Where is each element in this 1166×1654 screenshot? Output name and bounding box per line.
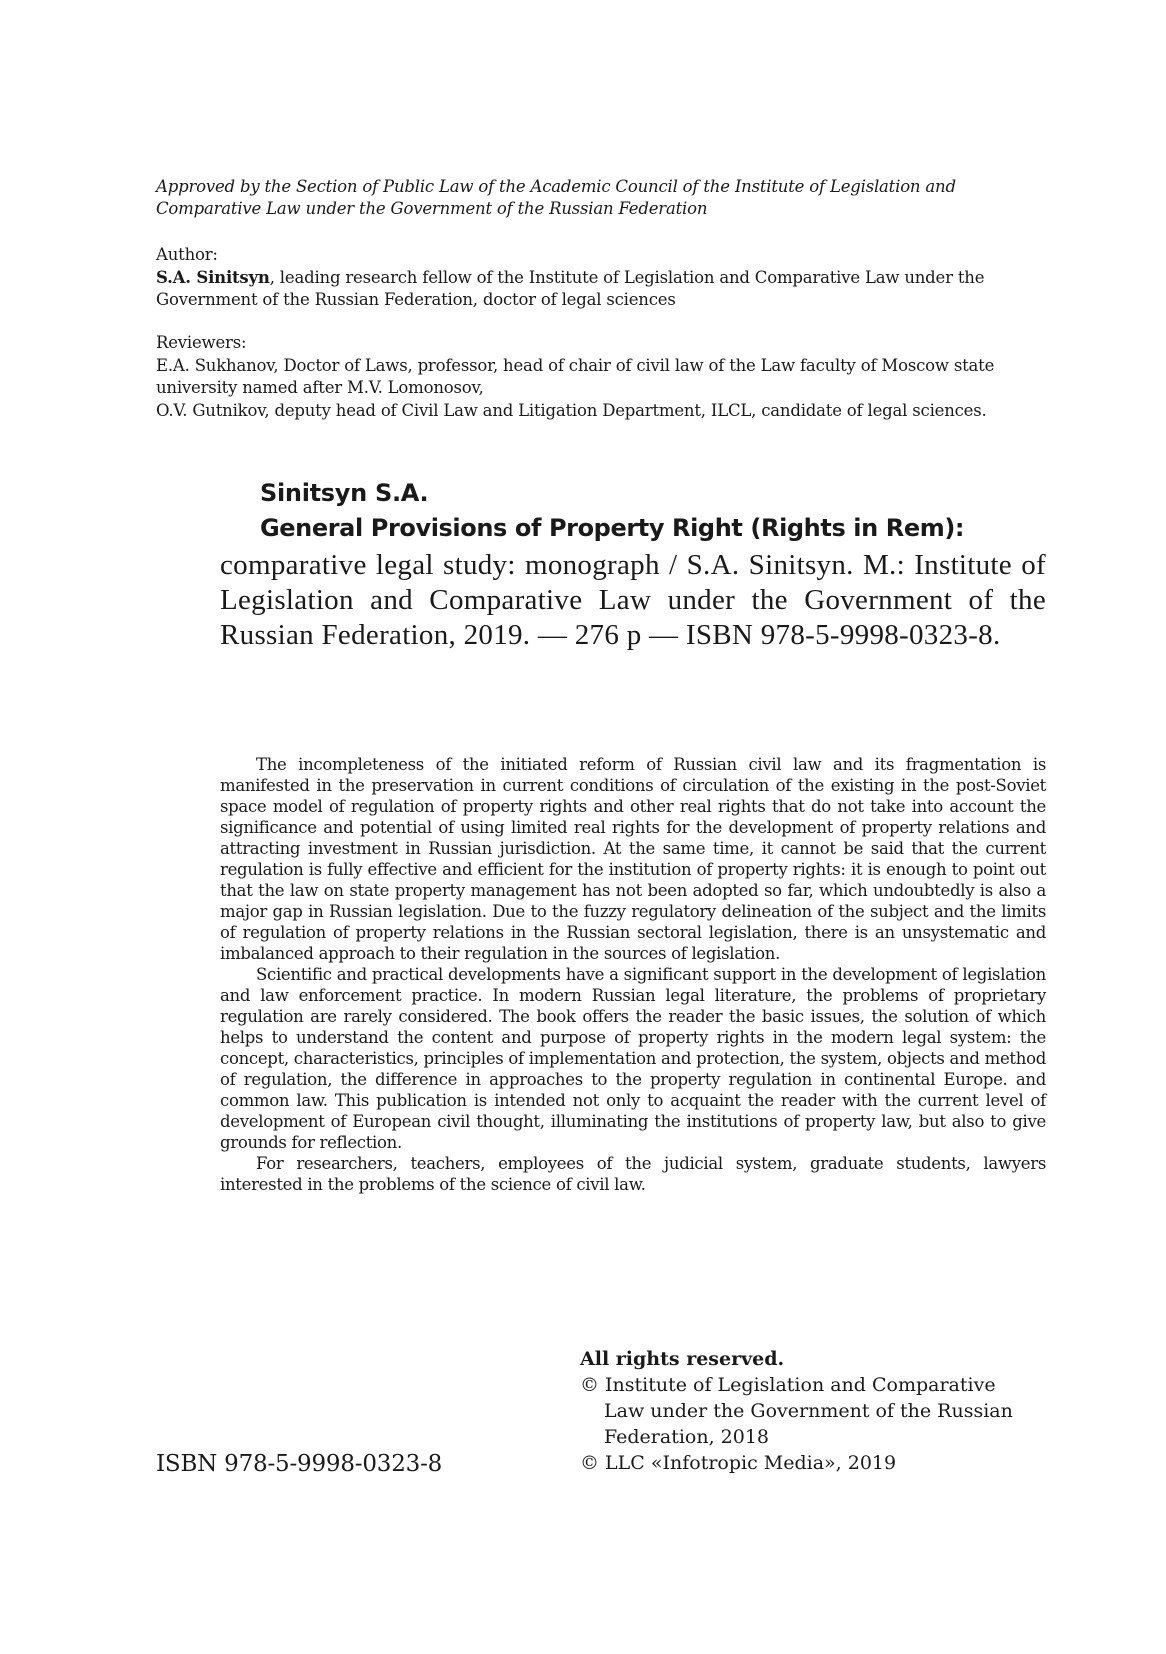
bibliographic-citation xyxy=(220,476,1046,653)
author-label: Author: xyxy=(156,245,218,264)
copyright-institute: © Institute of Legislation and Comparative Law under the Government of the Russian Federation, 2018 xyxy=(580,1374,1013,1448)
reviewer-entry xyxy=(156,355,1046,400)
rights-block xyxy=(580,1346,1020,1476)
citation-description: comparative legal study: monograph / S.A. Sinitsyn. M.: Institute of Legislation and Comparative Law under the Government of the Russian Federation, 2019. — 276 p — ISBN 978-5-9998-0323-8. xyxy=(220,549,1046,651)
author-entry xyxy=(156,267,1046,312)
reviewer-name: O.V. Gutnikov xyxy=(156,400,265,420)
citation-author: Sinitsyn S.A. xyxy=(260,479,429,507)
abstract-paragraph: Scientific and practical developments have a significant support in the development of legislation and law enforcement practice. In modern Russian legal literature, the problems of proprietary regulation are rarely considered. The book offers the reader the basic issues, the solution of which helps to understand the content and purpose of property rights in the modern legal system: the concept, characteristics, principles of implementation and protection, the system, objects and method of regulation, the difference in approaches to the property regulation in continental Europe. and common law. This publication is intended not only to acquaint the reader with the current level of development of European civil thought, illuminating the institutions of property law, but also to give grounds for reflection. xyxy=(220,965,1046,1152)
reviewers-block xyxy=(156,332,1046,422)
abstract xyxy=(220,754,1046,1195)
reviewers-label: Reviewers: xyxy=(156,333,247,352)
copyright-publisher: © LLC «Infotropic Media», 2019 xyxy=(580,1452,897,1474)
reviewer-description: , Doctor of Laws, professor, head of chair of civil law of the Law faculty of Moscow state university named after M.V. Lomonosov, xyxy=(156,355,995,397)
isbn: ISBN 978-5-9998-0323-8 xyxy=(156,1451,443,1477)
reviewer-entry xyxy=(156,400,1046,423)
author-block xyxy=(156,244,1046,312)
reviewer-description: , deputy head of Civil Law and Litigation Department, ILCL, candidate of legal sciences. xyxy=(264,400,987,420)
reviewer-name: E.A. Sukhanov xyxy=(156,355,274,375)
abstract-paragraph: For researchers, teachers, employees of the judicial system, graduate students, lawyers interested in the problems of the science of civil law. xyxy=(220,1154,1046,1194)
approval-note: Approved by the Section of Public Law of the Academic Council of the Institute of Legislation and Comparative Law under the Government of the Russian Federation xyxy=(156,177,956,218)
rights-reserved: All rights reserved. xyxy=(580,1348,785,1370)
author-name: S.A. Sinitsyn xyxy=(156,267,270,287)
abstract-paragraph: The incompleteness of the initiated reform of Russian civil law and its fragmentation is manifested in the preservation in current conditions of circulation of the existing in the post-Soviet space model of regulation of property rights and other real rights that do not take into account the significance and potential of using limited real rights for the development of property relations and attracting investment in Russian jurisdiction. At the same time, it cannot be said that the current regulation is fully effective and efficient for the institution of property rights: it is enough to point out that the law on state property management has not been adopted so far, which undoubtedly is also a major gap in Russian legislation. Due to the fuzzy regulatory delineation of the subject and the limits of regulation of property relations in the Russian sectoral legislation, there is an unsystematic and imbalanced approach to their regulation in the sources of legislation. xyxy=(220,755,1046,963)
author-description: , leading research fellow of the Institute of Legislation and Comparative Law under the Government of the Russian Federation, doctor of legal sciences xyxy=(156,267,985,309)
citation-title: General Provisions of Property Right (Rights in Rem): xyxy=(260,514,965,542)
